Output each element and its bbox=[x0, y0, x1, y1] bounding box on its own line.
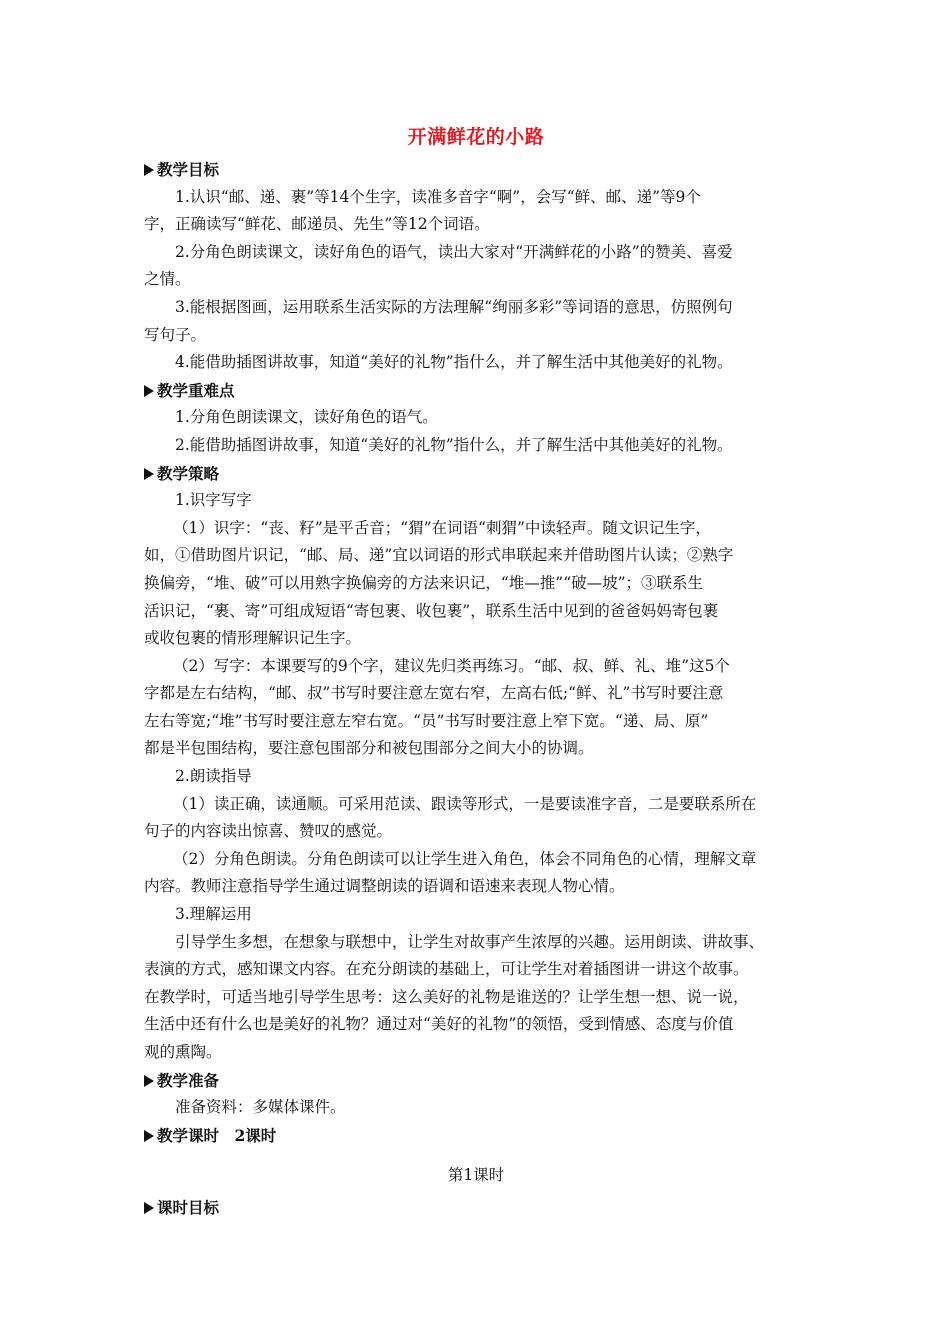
triangle-bullet-icon bbox=[144, 468, 154, 480]
document-page bbox=[144, 118, 808, 1222]
paragraph-line: 1.认识“邮、递、裹”等14个生字，读准多音字“啊”，会写“鲜、邮、递”等9个 bbox=[175, 187, 701, 206]
subheading-literacy: 1.识字写字 bbox=[175, 491, 252, 510]
paragraph-line: 句子的内容读出惊喜、赞叹的感觉。 bbox=[144, 822, 393, 841]
paragraph-line: 准备资料：多媒体课件。 bbox=[175, 1098, 346, 1117]
paragraph-line: 在教学时，可适当地引导学生思考：这么美好的礼物是谁送的？让学生想一想、说一说， bbox=[144, 987, 749, 1006]
paragraph-line: 换偏旁，“堆、破”可以用熟字换偏旁的方法来识记，“堆—推”“破—坡”；③联系生 bbox=[144, 573, 704, 592]
paragraph-line: （2）写字：本课要写的9个字，建议先归类再练习。“邮、叔、鲜、礼、堆”这5个 bbox=[173, 656, 730, 675]
paragraph-line: 表演的方式，感知课文内容。在充分朗读的基础上，可让学生对着插图讲一讲这个故事。 bbox=[144, 960, 749, 979]
section-heading-strategy: 教学策略 bbox=[144, 460, 808, 488]
triangle-bullet-icon bbox=[144, 164, 154, 176]
paragraph-line: 写句子。 bbox=[144, 325, 207, 344]
paragraph-line: 或收包裹的情形理解识记生字。 bbox=[144, 629, 362, 648]
paragraph-line: 生活中还有什么也是美好的礼物？通过对“美好的礼物”的领悟，受到情感、态度与价值 bbox=[144, 1015, 734, 1034]
section-heading-prep: 教学准备 bbox=[144, 1067, 808, 1095]
paragraph-line: 如，①借助图片识记，“邮、局、递”宜以词语的形式串联起来并借助图片认读；②熟字 bbox=[144, 546, 734, 565]
paragraph-line: 都是半包围结构，要注意包围部分和被包围部分之间大小的协调。 bbox=[144, 739, 594, 758]
subheading-application: 3.理解运用 bbox=[175, 905, 252, 924]
paragraph-line: 字都是左右结构，“邮、叔”书写时要注意左宽右窄，左高右低;“鲜、礼”书写时要注意 bbox=[144, 684, 724, 703]
paragraph-line: 之情。 bbox=[144, 270, 191, 289]
document-title: 开满鲜花的小路 bbox=[407, 126, 545, 148]
subheading-reading: 2.朗读指导 bbox=[175, 767, 252, 786]
section-heading-lesson-goals: 课时目标 bbox=[144, 1194, 808, 1222]
triangle-bullet-icon bbox=[144, 1130, 154, 1142]
paragraph-line: 4.能借助插图讲故事，知道“美好的礼物”指什么，并了解生活中其他美好的礼物。 bbox=[175, 353, 733, 372]
paragraph-line: 观的熏陶。 bbox=[144, 1043, 222, 1061]
triangle-bullet-icon bbox=[144, 1075, 154, 1087]
paragraph-line: （2）分角色朗读。分角色朗读可以让学生进入角色，体会不同角色的心情，理解文章 bbox=[173, 849, 757, 868]
paragraph-line: 引导学生多想，在想象与联想中，让学生对故事产生浓厚的兴趣。运用朗读、讲故事、 bbox=[175, 932, 765, 951]
paragraph-line: 2.分角色朗读课文，读好角色的语气，读出大家对“开满鲜花的小路”的赞美、喜爱 bbox=[175, 242, 733, 261]
paragraph-line: 2.能借助插图讲故事，知道“美好的礼物”指什么，并了解生活中其他美好的礼物。 bbox=[175, 435, 733, 454]
paragraph-line: （1）读正确，读通顺。可采用范读、跟读等形式，一是要读准字音，二是要联系所在 bbox=[173, 794, 757, 813]
paragraph-line: 内容。教师注意指导学生通过调整朗读的语调和语速来表现人物心情。 bbox=[144, 877, 625, 896]
paragraph-line: 1.分角色朗读课文，读好角色的语气。 bbox=[175, 408, 438, 427]
triangle-bullet-icon bbox=[144, 385, 154, 397]
paragraph-line: 左右等宽;“堆”书写时要注意左窄右宽。“员”书写时要注意上窄下宽。“递、局、原” bbox=[144, 711, 709, 730]
triangle-bullet-icon bbox=[144, 1202, 154, 1214]
paragraph-line: 活识记，“裹、寄”可组成短语“寄包裹、收包裹”，联系生活中见到的爸爸妈妈寄包裹 bbox=[144, 601, 719, 620]
lesson-title: 第1课时 bbox=[447, 1166, 505, 1185]
paragraph-line: （1）识字：“丧、籽”是平舌音；“猬”在词语“刺猬”中读轻声。随文识记生字， bbox=[173, 518, 711, 537]
paragraph-line: 3.能根据图画，运用联系生活实际的方法理解“绚丽多彩”等词语的意思，仿照例句 bbox=[175, 297, 733, 316]
section-heading-key-points: 教学重难点 bbox=[144, 377, 808, 405]
section-heading-goals: 教学目标 bbox=[144, 156, 808, 184]
paragraph-line: 字，正确读写“鲜花、邮递员、先生”等12个词语。 bbox=[144, 215, 490, 234]
section-heading-periods: 教学课时 2课时 bbox=[144, 1122, 808, 1150]
